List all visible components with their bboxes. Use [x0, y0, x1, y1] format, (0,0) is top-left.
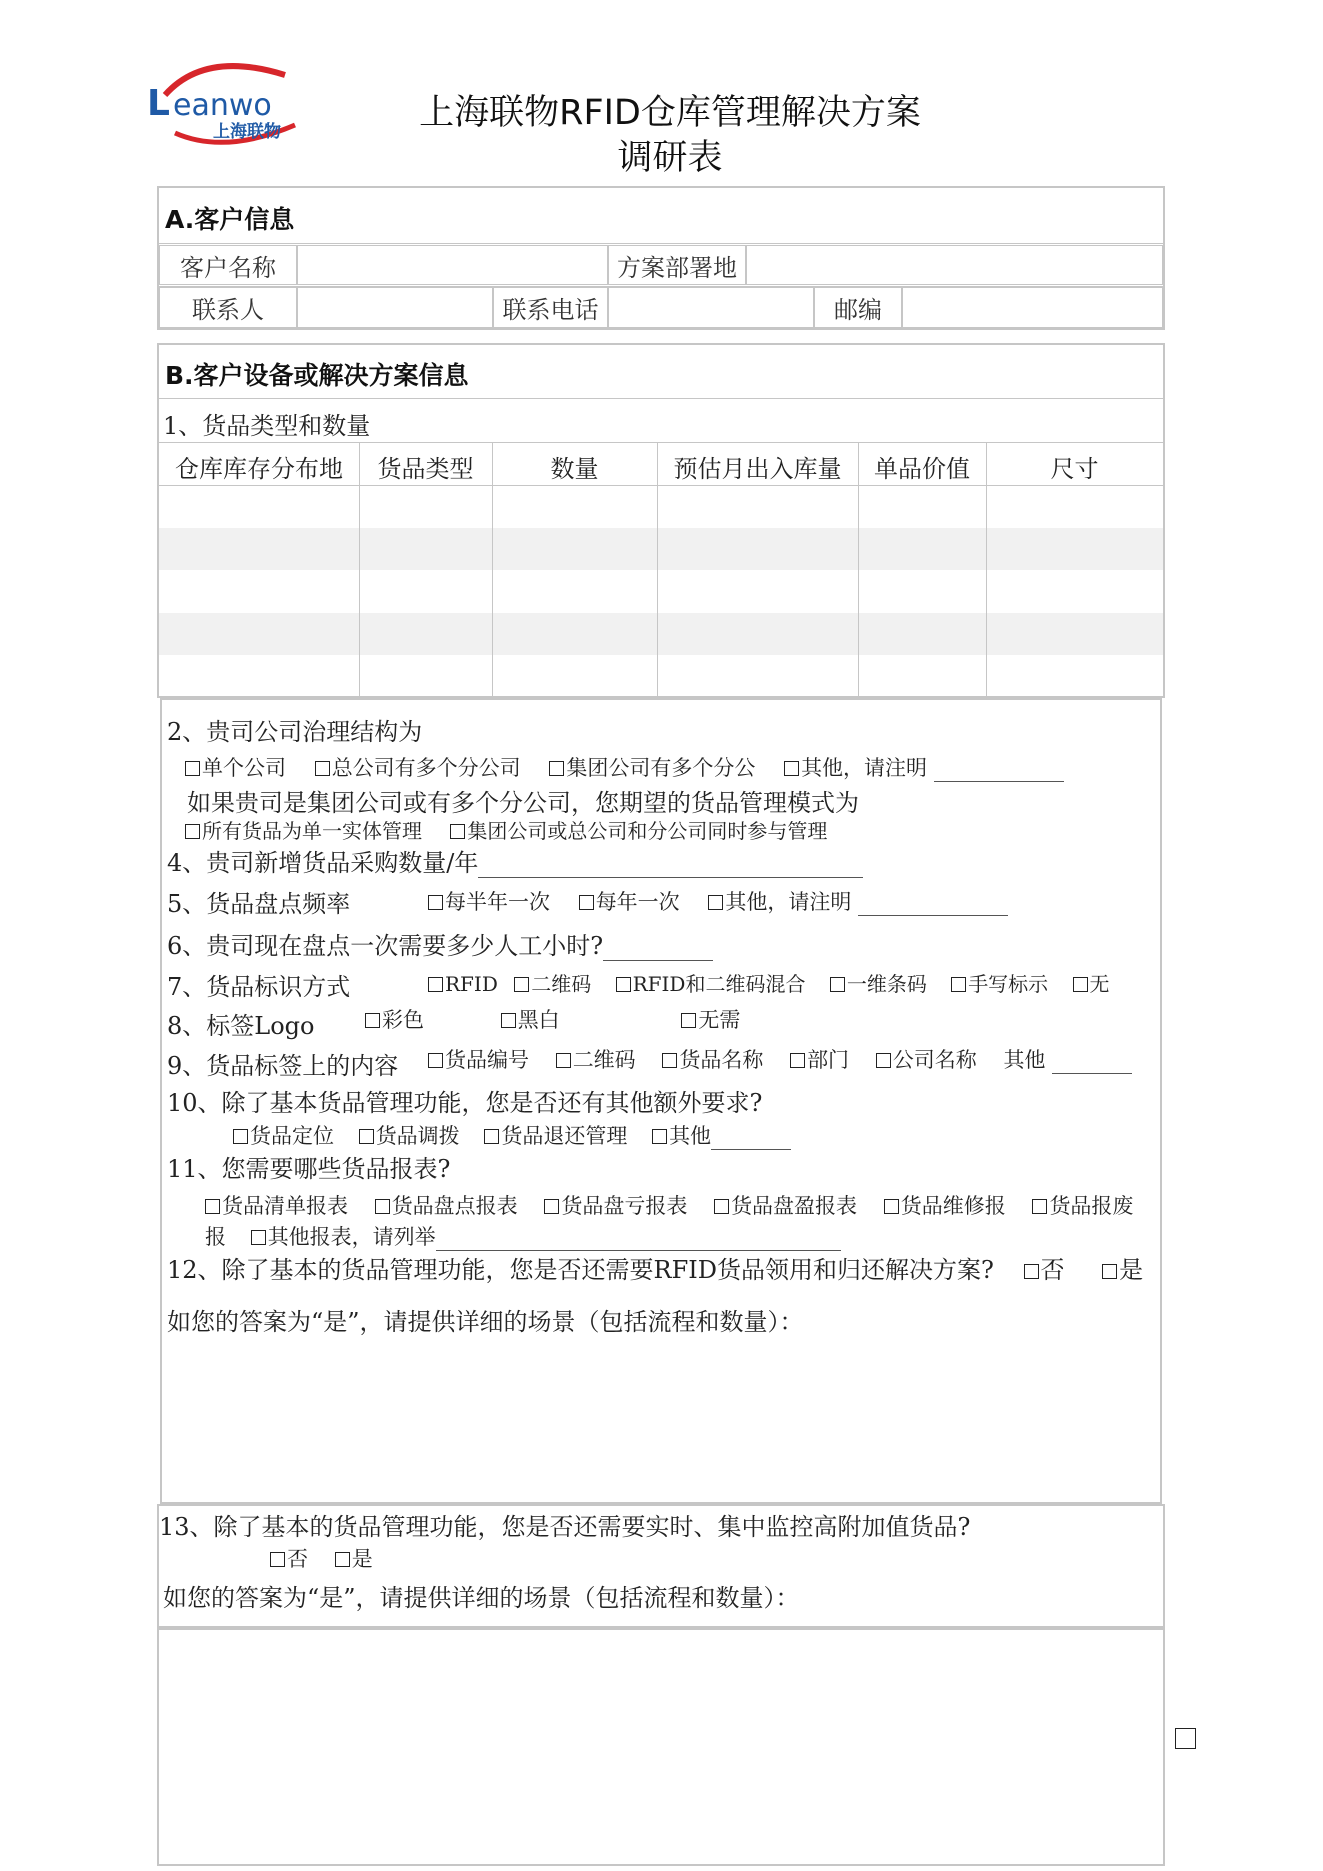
svg-text:eanwo: eanwo [173, 88, 272, 123]
zip-label: 邮编 [814, 287, 902, 328]
checkbox[interactable] [556, 1053, 571, 1068]
q7-text: 7、货品标识方式 [167, 973, 351, 1001]
checkbox[interactable] [365, 1013, 380, 1028]
col-header: 货品类型 [377, 455, 474, 483]
doc-title: 上海联物RFID仓库管理解决方案 [419, 93, 921, 133]
checkbox[interactable] [784, 761, 799, 776]
checkbox[interactable] [1073, 977, 1088, 992]
q13-text: 13、除了基本的货品管理功能，您是否还需要实时、集中监控高附加值货品? [159, 1513, 971, 1541]
q13-answer-area[interactable] [157, 1628, 1165, 1866]
checkbox[interactable] [830, 977, 845, 992]
checkbox[interactable] [428, 895, 443, 910]
q2-text: 2、贵司公司治理结构为 [167, 718, 423, 746]
q6-text: 6、贵司现在盘点一次需要多少人工小时? [167, 926, 713, 961]
col-header: 仓库库存分布地 [175, 455, 343, 483]
checkbox[interactable] [484, 1129, 499, 1144]
checkbox[interactable] [1024, 1264, 1039, 1279]
q1-label: 1、货品类型和数量 [163, 412, 371, 440]
checkbox[interactable] [1102, 1264, 1117, 1279]
checkbox[interactable] [708, 895, 723, 910]
checkbox[interactable] [270, 1552, 285, 1567]
checkbox[interactable] [185, 824, 200, 839]
contact-field[interactable] [297, 287, 493, 328]
checkbox[interactable] [662, 1053, 677, 1068]
svg-text:上海联物: 上海联物 [213, 122, 281, 142]
q13-followup: 如您的答案为“是”，请提供详细的场景（包括流程和数量）： [163, 1584, 800, 1612]
svg-text:L: L [147, 83, 170, 124]
doc-subtitle: 调研表 [617, 138, 723, 178]
deploy-location-label: 方案部署地 [608, 245, 746, 285]
checkbox[interactable] [514, 977, 529, 992]
checkbox[interactable] [450, 824, 465, 839]
q12-followup: 如您的答案为“是”，请提供详细的场景（包括流程和数量）： [167, 1308, 804, 1336]
checkbox[interactable] [428, 977, 443, 992]
checkbox[interactable] [549, 761, 564, 776]
customer-name-label: 客户名称 [159, 245, 297, 285]
section-b-heading: B.客户设备或解决方案信息 [165, 361, 469, 390]
checkbox[interactable] [681, 1013, 696, 1028]
leanwo-logo [145, 55, 315, 150]
checkbox[interactable] [185, 761, 200, 776]
customer-name-field[interactable] [297, 245, 608, 285]
checkbox[interactable] [616, 977, 631, 992]
checkbox[interactable] [233, 1129, 248, 1144]
q4-text: 4、贵司新增货品采购数量/年 [167, 843, 863, 878]
checkbox[interactable] [544, 1199, 559, 1214]
checkbox[interactable] [428, 1053, 443, 1068]
col-header: 预估月出入库量 [673, 455, 842, 483]
section-a-heading: A.客户信息 [165, 205, 295, 234]
checkbox[interactable] [501, 1013, 516, 1028]
q11-text: 11、您需要哪些货品报表? [167, 1155, 451, 1183]
q9-text: 9、货品标签上的内容 [167, 1052, 399, 1080]
checkbox[interactable] [251, 1230, 266, 1245]
phone-field[interactable] [608, 287, 814, 328]
checkbox[interactable] [1175, 1728, 1196, 1749]
contact-label: 联系人 [159, 287, 297, 328]
q8-text: 8、标签Logo [167, 1012, 315, 1040]
checkbox[interactable] [359, 1129, 374, 1144]
deploy-location-field[interactable] [746, 245, 1163, 285]
checkbox[interactable] [315, 761, 330, 776]
col-header: 单品价值 [874, 455, 970, 483]
q2-sub: 如果贵司是集团公司或有多个分公司，您期望的货品管理模式为 [187, 789, 859, 817]
q12-answer-area[interactable] [165, 1340, 1155, 1498]
checkbox[interactable] [652, 1129, 667, 1144]
q5-text: 5、货品盘点频率 [167, 890, 351, 918]
q12-text: 12、除了基本的货品管理功能，您是否还需要RFID货品领用和归还解决方案? 否 是 [167, 1256, 1144, 1284]
q10-text: 10、除了基本货品管理功能，您是否还有其他额外要求? [167, 1089, 763, 1117]
checkbox[interactable] [375, 1199, 390, 1214]
checkbox[interactable] [884, 1199, 899, 1214]
col-header: 尺寸 [1050, 455, 1099, 483]
phone-label: 联系电话 [493, 287, 608, 328]
checkbox[interactable] [790, 1053, 805, 1068]
checkbox[interactable] [205, 1199, 220, 1214]
checkbox[interactable] [579, 895, 594, 910]
zip-field[interactable] [902, 287, 1163, 328]
checkbox[interactable] [1032, 1199, 1047, 1214]
checkbox[interactable] [335, 1552, 350, 1567]
col-header: 数量 [550, 455, 599, 483]
checkbox[interactable] [714, 1199, 729, 1214]
checkbox[interactable] [951, 977, 966, 992]
checkbox[interactable] [876, 1053, 891, 1068]
